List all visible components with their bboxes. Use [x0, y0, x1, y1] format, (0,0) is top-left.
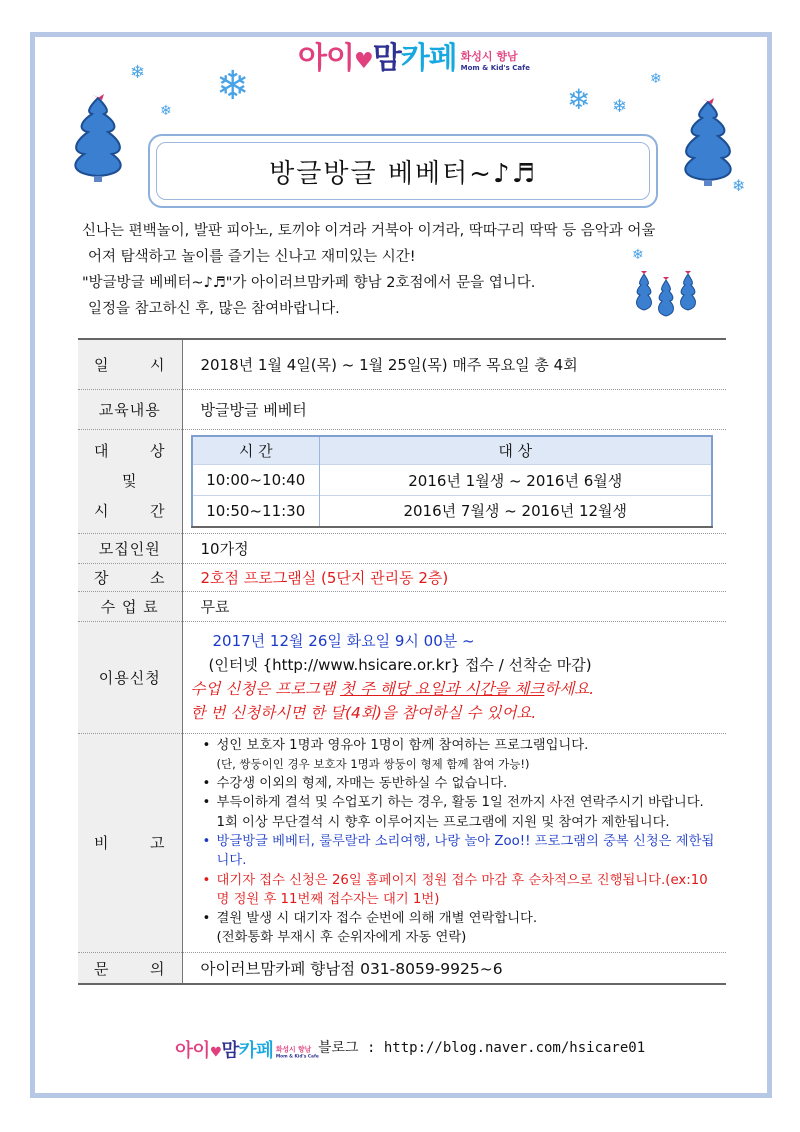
row-fee	[78, 591, 726, 621]
page-title: 방글방글 베베터~♪♬	[269, 158, 537, 189]
schedule-row	[192, 465, 712, 496]
schedule-header-time: 시 간	[192, 436, 320, 465]
value-place: 2호점 프로그램실 (5단지 관리동 2층)	[182, 563, 726, 591]
row-date	[78, 339, 726, 389]
snowflake-icon: ❄	[732, 176, 746, 195]
intro-line: "방글방글 베베터~♪♬"가 아이러브맘카페 향남 2호점에서 문을 엽니다.	[82, 275, 536, 291]
apply-method: (인터넷 {http://www.hsicare.or.kr} 접수 / 선착순 마감)	[208, 656, 592, 674]
snowflake-icon: ❄	[216, 63, 250, 109]
logo-english: Mom & Kid's Cafe	[460, 64, 530, 72]
christmas-tree-right-icon	[680, 96, 736, 188]
logo-wordmark: 아이♥맘카페	[298, 41, 457, 76]
label-contact: 문 의	[78, 952, 182, 984]
apply-notice-2: 한 번 신청하시면 한 달(4회)을 참여하실 수 있어요.	[190, 704, 537, 722]
label-remarks: 비 고	[78, 733, 182, 952]
snowflake-icon: ❄	[160, 103, 172, 119]
snowflake-icon: ❄	[650, 71, 662, 87]
remark-item: • 결원 발생 시 대기자 접수 순번에 의해 개별 연락합니다.	[203, 909, 717, 928]
intro-line: 일정을 참고하신 후, 많은 참여바랍니다.	[88, 301, 340, 317]
row-target	[78, 429, 726, 533]
row-apply	[78, 621, 726, 733]
value-capacity: 10가정	[182, 533, 726, 563]
intro-line: 어져 탐색하고 놀이를 즐기는 신나고 재미있는 시간!	[88, 249, 416, 265]
schedule-table	[191, 435, 713, 528]
schedule-target: 2016년 1월생 ~ 2016년 6월생	[320, 465, 712, 496]
label-date: 일 시	[78, 339, 182, 389]
remark-subnote: (전화통화 부재시 후 순위자에게 자동 연락)	[216, 930, 467, 946]
apply-start: 2017년 12월 26일 화요일 9시 00분 ~	[212, 632, 475, 650]
snowflake-icon: ❄	[612, 96, 628, 117]
schedule-time: 10:00~10:40	[192, 465, 320, 496]
blog-link[interactable]: 블로그 : http://blog.naver.com/hsicare01	[318, 1040, 646, 1056]
cafe-logo-footer: 아이♥맘카페 화성시 향남 Mom & Kid's Cafe	[175, 1039, 319, 1062]
remark-item: • 대기자 접수 신청은 26일 홈페이지 정원 접수 마감 후 순차적으로 진행됩니다.(ex:10명 정원 후 11번째 접수자는 대기 1번)	[203, 871, 717, 910]
label-place: 장 소	[78, 563, 182, 591]
value-contact: 아이러브맘카페 향남점 031-8059-9925~6	[182, 952, 726, 984]
schedule-header-target: 대 상	[320, 436, 712, 465]
apply-notice: 수업 신청은 프로그램 첫 주 해당 요일과 시간을 체크하세요.	[190, 680, 595, 698]
value-fee: 무료	[182, 591, 726, 621]
remark-item: • 수강생 이외의 형제, 자매는 동반하실 수 없습니다.	[203, 774, 717, 793]
label-capacity: 모집인원	[78, 533, 182, 563]
schedule-row	[192, 496, 712, 527]
label-target: 대 상 및 시 간	[78, 429, 182, 533]
row-capacity	[78, 533, 726, 563]
label-course: 교육내용	[78, 389, 182, 429]
value-date: 2018년 1월 4일(목) ~ 1월 25일(목) 매주 목요일 총 4회	[182, 339, 726, 389]
schedule-target: 2016년 7월생 ~ 2016년 12월생	[320, 496, 712, 527]
title-box	[148, 134, 658, 208]
remark-item: • 성인 보호자 1명과 영유아 1명이 함께 참여하는 프로그램입니다.	[203, 736, 717, 755]
remarks-list	[183, 734, 727, 952]
row-contact	[78, 952, 726, 984]
remark-subnote: (단, 쌍둥이인 경우 보호자 1명과 쌍둥이 형제 함께 참여 가능!)	[216, 756, 530, 771]
cafe-logo	[298, 41, 530, 76]
snowflake-icon: ❄	[567, 83, 591, 116]
label-fee: 수 업 료	[78, 591, 182, 621]
remark-item: • 부득이하게 결석 및 수업포기 하는 경우, 활동 1일 전까지 사전 연락주시기 바랍니다. 1회 이상 무단결석 시 향후 이루어지는 프로그램에 지원 및 참여가 제한됩니다.	[203, 793, 717, 832]
row-remarks	[78, 733, 726, 952]
value-course: 방글방글 베베터	[182, 389, 726, 429]
info-table	[78, 338, 726, 985]
row-course	[78, 389, 726, 429]
christmas-tree-left-icon	[70, 92, 126, 184]
schedule-time: 10:50~11:30	[192, 496, 320, 527]
row-place	[78, 563, 726, 591]
snowflake-icon: ❄	[632, 247, 644, 263]
label-apply: 이용신청	[78, 621, 182, 733]
logo-region: 화성시 향남	[460, 50, 518, 63]
intro-line: 신나는 편백놀이, 발판 피아노, 토끼야 이겨라 거북아 이겨라, 딱따구리 딱딱 등 음악과 어울	[82, 223, 656, 239]
intro-text	[82, 218, 722, 322]
snowflake-icon: ❄	[130, 62, 146, 83]
remark-item: • 방글방글 베베터, 룰루랄라 소리여행, 나랑 놀아 Zoo!! 프로그램의 중복 신청은 제한됩니다.	[203, 832, 717, 871]
